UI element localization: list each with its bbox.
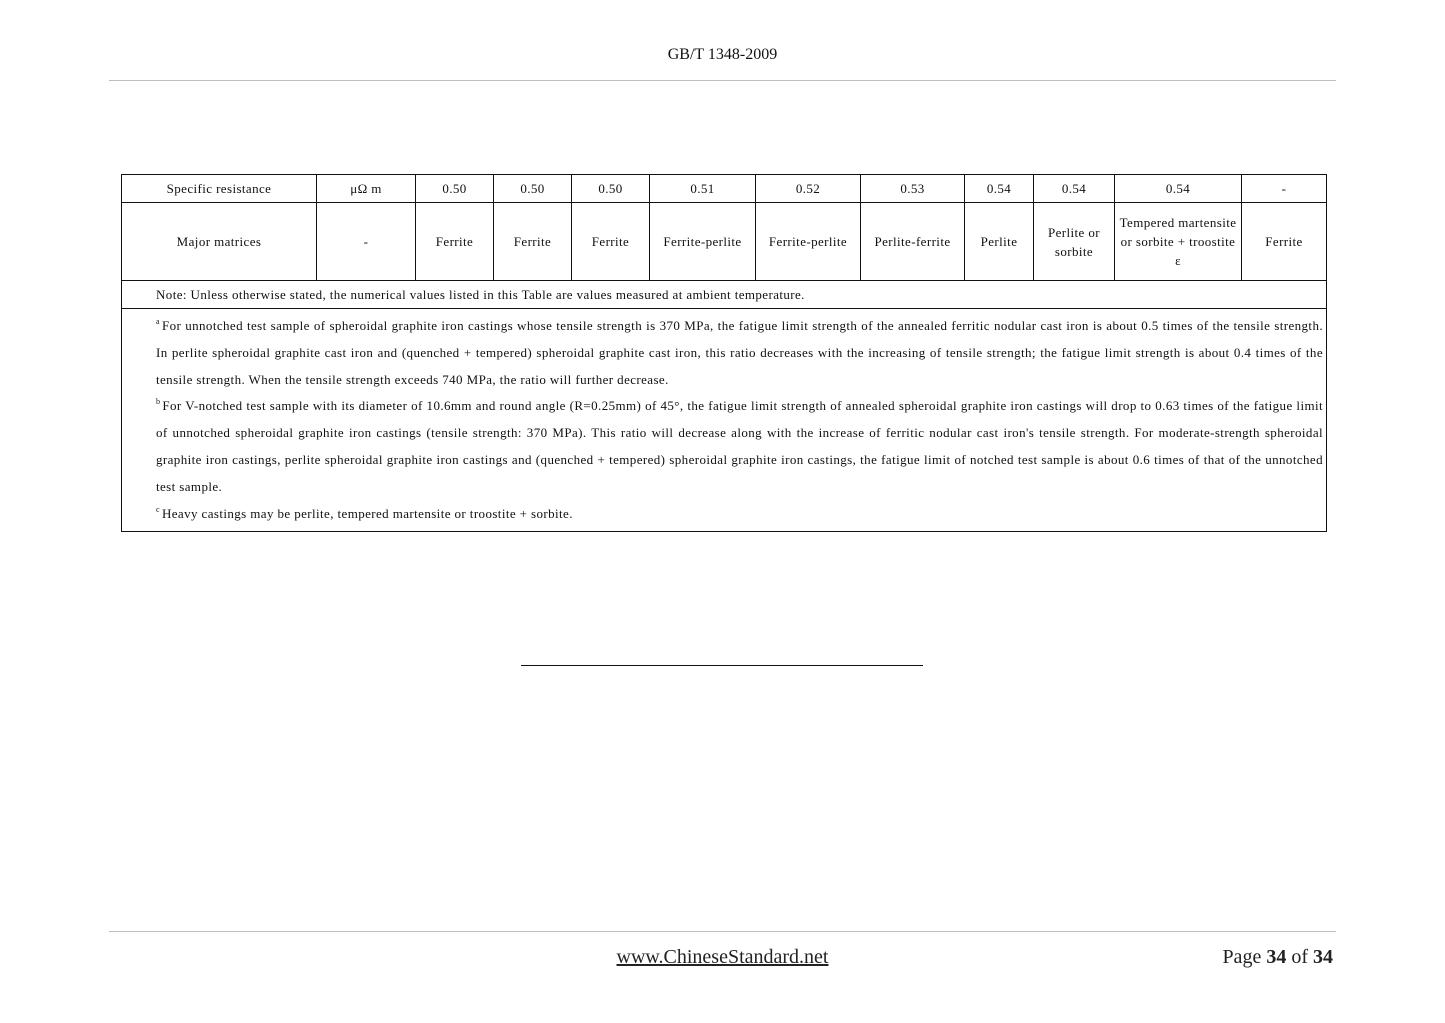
footer-website-link[interactable]: www.ChineseStandard.net (616, 946, 829, 968)
row-label: Major matrices (122, 203, 317, 281)
table-cell: 0.50 (494, 175, 572, 203)
table-row-major-matrices (122, 203, 1327, 281)
table-cell: Tempered martensite or sorbite + troostite ε (1115, 203, 1242, 281)
table-cell: 0.54 (965, 175, 1034, 203)
row-label: Specific resistance (122, 175, 317, 203)
footer-divider (109, 931, 1336, 932)
table-cell: Ferrite (416, 203, 494, 281)
footnote-c (156, 501, 1323, 528)
footnote-text: For V-notched test sample with its diameter of 10.6mm and round angle (R=0.25mm) of 45°, the fatigue limit strength of annealed spheroidal graphite iron castings will drop to 0.63 times of the fatigue limit of unnotched spheroidal graphite iron castings (tensile strength: 370 MPa). This ratio will decrease along with the increase of ferritic nodular cast iron's tensile strength. For moderate-strength spheroidal graphite iron castings, perlite spheroidal graphite iron castings and (quenched + tempered) spheroidal graphite iron castings, the fatigue limit of notched test sample is about 0.6 times of that of the unnotched test sample. (156, 398, 1323, 494)
footnote-a (156, 313, 1323, 393)
table-row-specific-resistance (122, 175, 1327, 203)
footnote-marker: b (156, 397, 161, 407)
table-cell: Ferrite (494, 203, 572, 281)
table-cell: 0.54 (1115, 175, 1242, 203)
footnotes-cell (122, 309, 1327, 532)
document-header-title: GB/T 1348-2009 (667, 46, 778, 63)
row-unit: μΩ m (317, 175, 416, 203)
footnote-text: Heavy castings may be perlite, tempered martensite or troostite + sorbite. (161, 505, 573, 521)
table-note: Note: Unless otherwise stated, the numerical values listed in this Table are values measured at ambient temperature. (122, 281, 1327, 309)
footnote-marker: c (156, 504, 160, 514)
table-cell: 0.50 (416, 175, 494, 203)
footnote-marker: a (156, 317, 160, 326)
footnote-text: For unnotched test sample of spheroidal graphite iron castings whose tensile strength is 370 MPa, the fatigue limit strength of the annealed ferritic nodular cast iron is about 0.5 times of the tensile strength. In perlite spheroidal graphite cast iron and (quenched + tempered) spheroidal graphite cast iron, this ratio decreases with the increasing of tensile strength; the fatigue limit strength is about 0.4 times of the tensile strength. When the tensile strength exceeds 740 MPa, the ratio will further decrease. (156, 318, 1323, 387)
table-cell: 0.54 (1034, 175, 1115, 203)
table-cell: 0.52 (756, 175, 861, 203)
header-divider (109, 80, 1336, 81)
table-row-note (122, 281, 1327, 309)
table-cell: Ferrite (1242, 203, 1327, 281)
page-current: 34 (1266, 946, 1287, 968)
table-cell: Perlite-ferrite (861, 203, 965, 281)
row-unit: - (317, 203, 416, 281)
table-cell: 0.53 (861, 175, 965, 203)
table-cell: Ferrite-perlite (756, 203, 861, 281)
table-cell: Ferrite-perlite (650, 203, 756, 281)
properties-table (121, 174, 1327, 532)
table-cell: Ferrite (572, 203, 650, 281)
table-row-footnotes (122, 309, 1327, 532)
page-total: 34 (1313, 946, 1333, 968)
footnote-b (156, 393, 1323, 500)
table-cell: - (1242, 175, 1327, 203)
page-number (1222, 946, 1333, 969)
page-of: of (1291, 946, 1308, 968)
table-cell: Perlite (965, 203, 1034, 281)
table-cell: 0.51 (650, 175, 756, 203)
end-of-document-rule (521, 665, 923, 666)
page-prefix: Page (1222, 946, 1262, 968)
table-cell: 0.50 (572, 175, 650, 203)
table-cell: Perlite or sorbite (1034, 203, 1115, 281)
